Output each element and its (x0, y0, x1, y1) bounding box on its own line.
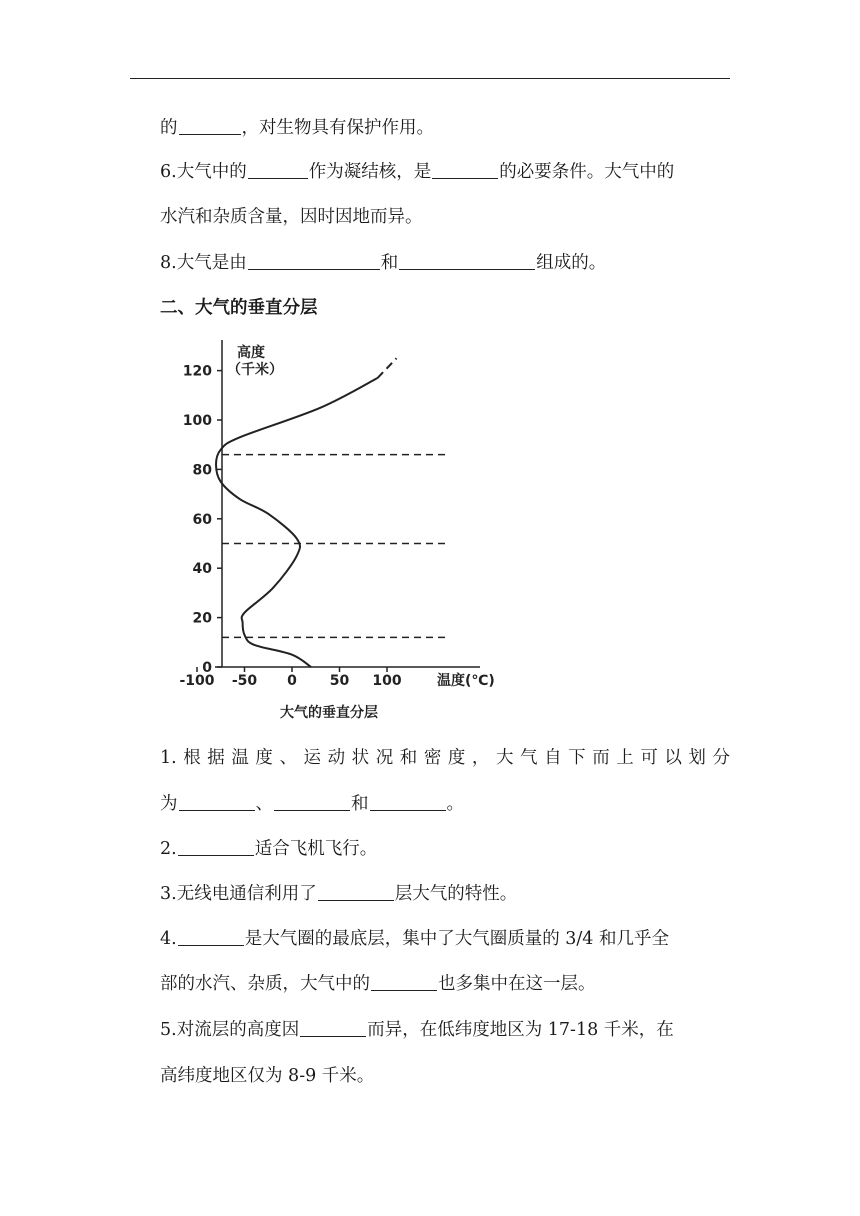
temperature-curve-extension (378, 358, 397, 378)
question-4-line-2 (160, 973, 730, 995)
question-5-line-2: 高纬度地区仅为 8-9 千米。 (160, 1066, 375, 1086)
text: 8.大气是由 (160, 253, 247, 273)
section-title: 二、大气的垂直分层 (160, 298, 318, 318)
text: 、 (255, 794, 273, 814)
x-tick-label: -50 (231, 673, 258, 689)
text: 。 (446, 794, 464, 814)
question-8 (160, 252, 730, 274)
x-tick-label: -100 (179, 673, 215, 689)
blank[interactable] (432, 162, 498, 179)
question-4-line-1 (160, 928, 730, 950)
text: 的必要条件。大气中的 (499, 162, 675, 182)
text-line-1 (160, 117, 730, 139)
x-tick-label: 100 (372, 673, 402, 689)
y-tick-label: 40 (192, 561, 212, 578)
y-tick-label: 60 (192, 511, 212, 528)
chart-axes (215, 340, 480, 667)
text: 5.对流层的高度因 (160, 1020, 300, 1040)
y-tick-label: 0 (202, 660, 212, 676)
text: 6.大气中的 (160, 162, 247, 182)
question-1-line-2 (160, 793, 730, 815)
x-tick-label: 0 (287, 673, 297, 689)
text: 的 (160, 118, 178, 138)
top-rule (130, 78, 730, 79)
text: 4. (160, 929, 177, 949)
question-3 (160, 883, 730, 905)
text: 层大气的特性。 (394, 884, 518, 904)
text: 3.无线电通信利用了 (160, 884, 317, 904)
y-tick-label: 120 (182, 363, 212, 380)
blank[interactable] (178, 929, 244, 946)
text: ，对生物具有保护作用。 (241, 118, 434, 138)
text: 适合飞机飞行。 (254, 839, 378, 859)
text-line-2 (160, 161, 730, 183)
text: 是大气圈的最底层，集中了大气圈质量的 3/4 和几乎全 (244, 929, 669, 949)
x-tick-label: 50 (329, 673, 350, 689)
question-2 (160, 838, 730, 860)
blank[interactable] (179, 118, 241, 135)
text: 也多集中在这一层。 (438, 974, 596, 994)
question-5-line-1 (160, 1019, 730, 1041)
blank[interactable] (248, 253, 380, 270)
y-axis-label-2: （千米） (227, 362, 283, 378)
y-tick-label: 80 (192, 462, 212, 479)
blank[interactable] (370, 794, 446, 811)
y-tick-label: 100 (182, 413, 212, 429)
blank[interactable] (179, 794, 255, 811)
chart-caption: 大气的垂直分层 (280, 705, 378, 721)
blank[interactable] (248, 162, 308, 179)
atmosphere-chart (175, 335, 515, 725)
blank[interactable] (300, 1020, 366, 1037)
blank[interactable] (178, 839, 254, 856)
text: 而异，在低纬度地区为 17-18 千米，在 (367, 1020, 674, 1040)
text: 为 (160, 794, 178, 814)
blank[interactable] (274, 794, 350, 811)
blank[interactable] (318, 884, 394, 901)
text: 和 (351, 794, 369, 814)
y-axis-label-1: 高度 (237, 345, 265, 361)
text: 和 (380, 253, 399, 273)
question-1-line-1: 1.根据温度、运动状况和密度，大气自下而上可以划分 (160, 748, 730, 768)
text-line-3: 水汽和杂质含量，因时因地而异。 (160, 207, 423, 227)
text: 组成的。 (536, 253, 607, 273)
blank[interactable] (371, 974, 437, 991)
temperature-curve (216, 378, 378, 667)
x-axis-label: 温度(℃) (437, 673, 495, 689)
text: 部的水汽、杂质，大气中的 (160, 974, 370, 994)
text: 2. (160, 839, 177, 859)
blank[interactable] (399, 253, 535, 270)
y-tick-label: 20 (192, 610, 212, 627)
text: 作为凝结核，是 (308, 162, 432, 182)
